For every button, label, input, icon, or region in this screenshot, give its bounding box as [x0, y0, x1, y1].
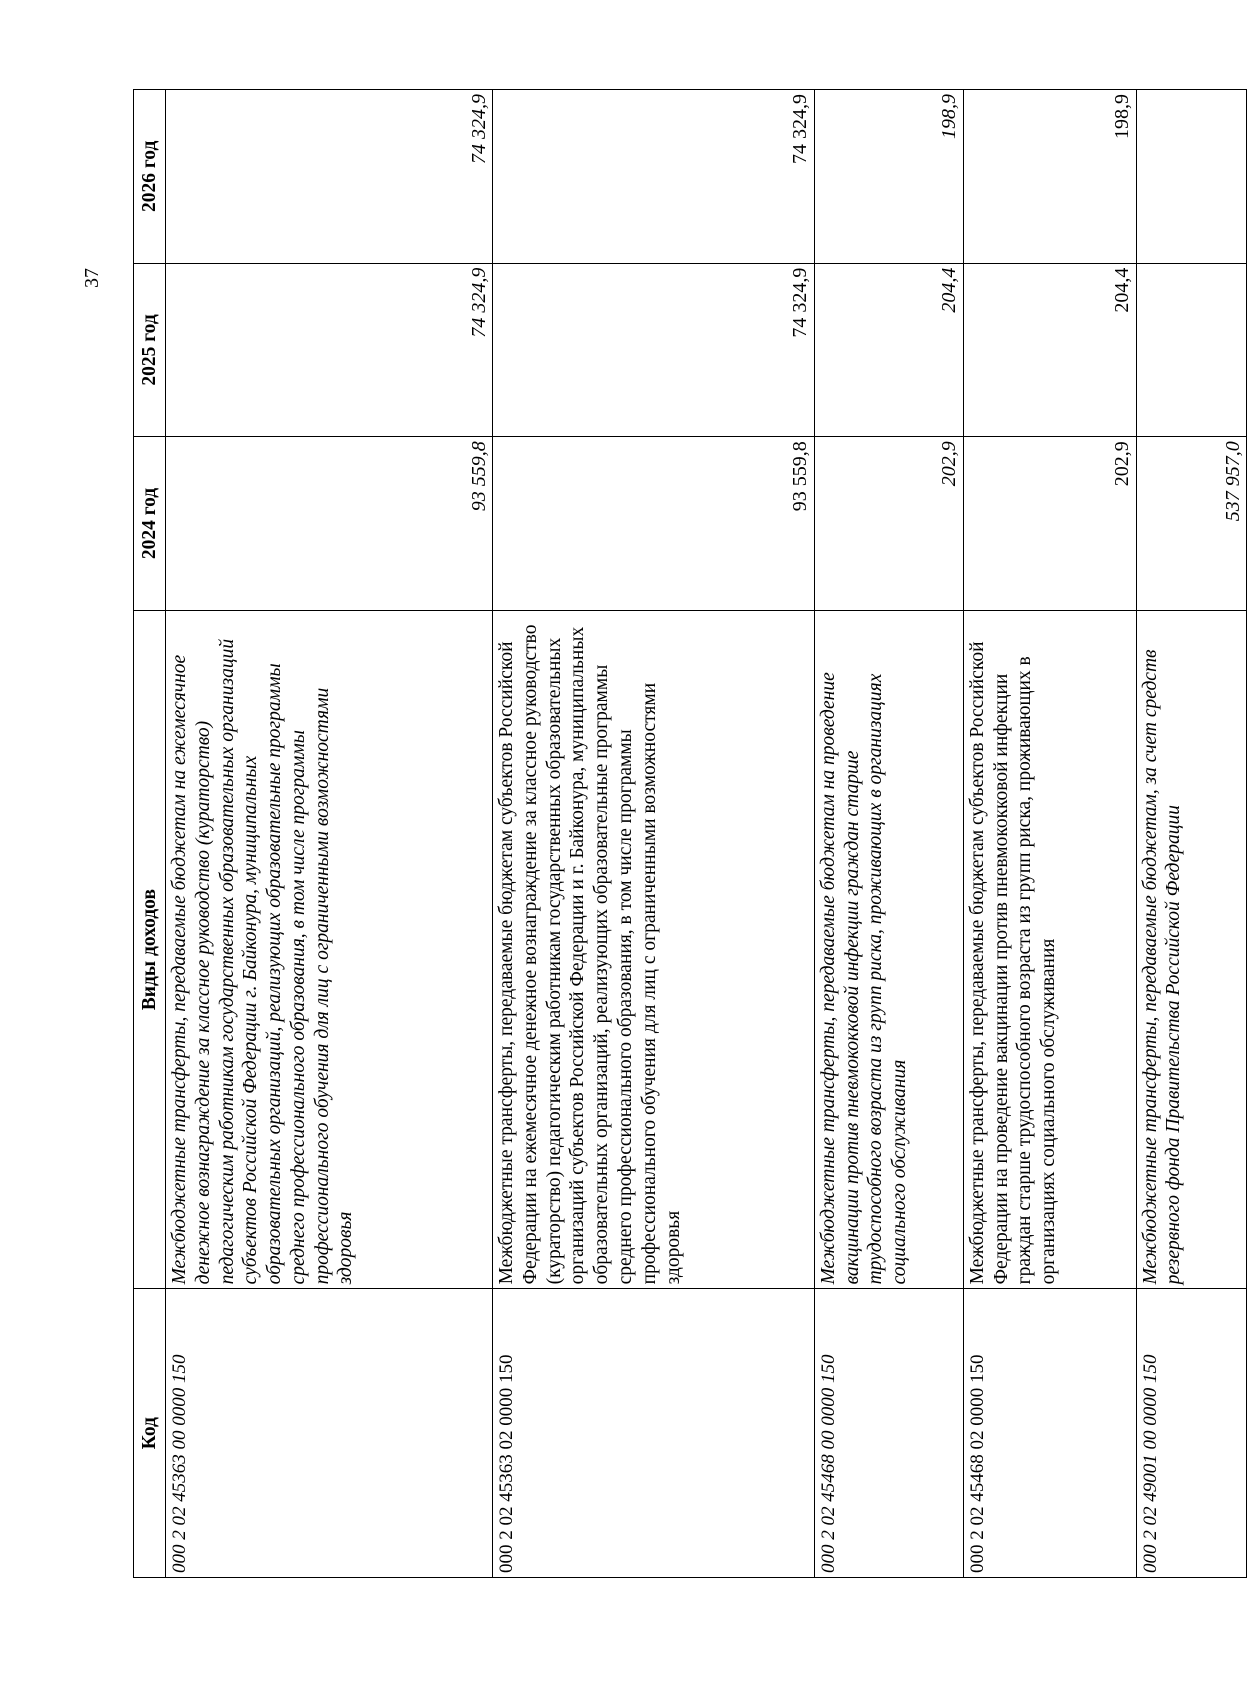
row-code: 000 2 02 45363 02 0000 150 [493, 1289, 815, 1578]
table-row [166, 90, 493, 1578]
row-description: Межбюджетные трансферты, передаваемые бюджетам на проведение вакцинации против пневмококковой инфекции граждан старше трудоспособного возраста из групп риска, проживающих в организациях социального обслуживания [814, 610, 963, 1289]
table-row [493, 90, 815, 1578]
table-wrapper [133, 89, 1244, 1573]
row-value-2026: 74 324,9 [493, 90, 815, 264]
row-description: Межбюджетные трансферты, передаваемые бюджетам субъектов Российской Федерации на проведение вакцинации против пневмококковой инфекции граждан старше трудоспособного возраста из групп риска, проживающих в организациях социального обслуживания [963, 610, 1136, 1289]
row-value-2024: 202,9 [963, 437, 1136, 611]
header-description: Виды доходов [134, 610, 166, 1289]
table-header-row [134, 90, 166, 1578]
row-code: 000 2 02 45363 00 0000 150 [166, 1289, 493, 1578]
revenue-table [133, 89, 1247, 1578]
row-value-2024: 93 559,8 [493, 437, 815, 611]
row-value-2025: 74 324,9 [166, 263, 493, 437]
row-value-2025: 204,4 [814, 263, 963, 437]
row-code: 000 2 02 45468 02 0000 150 [963, 1289, 1136, 1578]
row-description: Межбюджетные трансферты, передаваемые бюджетам на ежемесячное денежное вознаграждение за классное руководство (кураторство) педагогическим работникам государственных образовательных организаций субъектов Российской Федерации г. Байконура, муниципальных образовательных организаций, реализующих образовательные программы среднего профессионального образования, в том числе программы профессионального обучения для лиц с ограниченными возможностями здоровья [166, 610, 493, 1289]
row-value-2026: 74 324,9 [166, 90, 493, 264]
row-value-2024: 93 559,8 [166, 437, 493, 611]
row-code: 000 2 02 49001 00 0000 150 [1136, 1289, 1246, 1578]
row-value-2025: 74 324,9 [493, 263, 815, 437]
table-row [1136, 90, 1246, 1578]
page-number: 37 [81, 268, 103, 288]
header-code: Код [134, 1289, 166, 1578]
row-value-2026 [1136, 90, 1246, 264]
row-value-2026: 198,9 [814, 90, 963, 264]
row-description: Межбюджетные трансферты, передаваемые бюджетам субъектов Российской Федерации на ежемесячное денежное вознаграждение за классное руководство (кураторство) педагогическим работникам государственных образовательных организаций субъектов Российской Федерации и г. Байконура, муниципальных образовательных организаций, реализующих образовательные программы среднего профессионального образования, в том числе программы профессионального обучения для лиц с ограниченными возможностями здоровья [493, 610, 815, 1289]
table-row [814, 90, 963, 1578]
row-code: 000 2 02 45468 00 0000 150 [814, 1289, 963, 1578]
header-2026: 2026 год [134, 90, 166, 264]
row-description: Межбюджетные трансферты, передаваемые бюджетам, за счет средств резервного фонда Правительства Российской Федерации [1136, 610, 1246, 1289]
header-2024: 2024 год [134, 437, 166, 611]
row-value-2024: 202,9 [814, 437, 963, 611]
row-value-2025 [1136, 263, 1246, 437]
header-2025: 2025 год [134, 263, 166, 437]
row-value-2025: 204,4 [963, 263, 1136, 437]
table-row [963, 90, 1136, 1578]
row-value-2026: 198,9 [963, 90, 1136, 264]
row-value-2024: 537 957,0 [1136, 437, 1246, 611]
